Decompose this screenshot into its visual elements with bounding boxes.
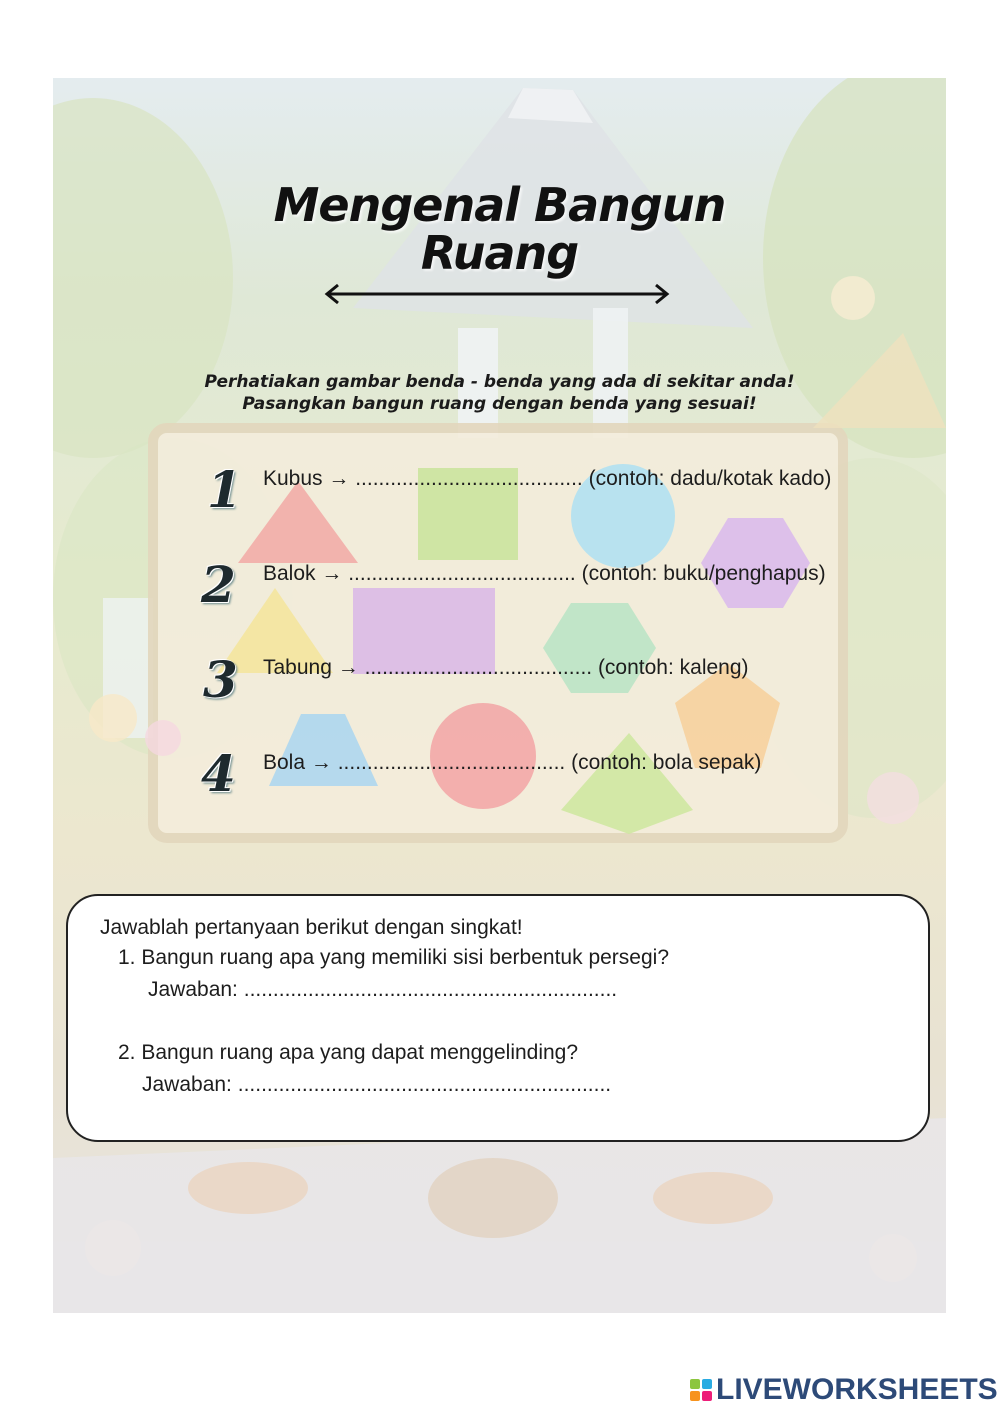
item-balok[interactable]: Balok → ....................................... (contoh: buku/penghapus) <box>263 562 826 585</box>
liveworksheets-logo <box>690 1372 998 1408</box>
liveworksheets-logo-text: LIVEWORKSHEETS <box>716 1373 998 1406</box>
item-number-4: 4 <box>201 744 236 803</box>
question-1: 1. Bangun ruang apa yang memiliki sisi berbentuk persegi? <box>118 946 669 969</box>
item-number-2: 2 <box>201 555 236 614</box>
question-box <box>66 894 930 1142</box>
instruction-line-1: Perhatiakan gambar benda - benda yang ada di sekitar anda! <box>204 372 795 392</box>
question-heading: Jawablah pertanyaan berikut dengan singkat! <box>100 916 523 939</box>
page-title-line-1: Mengenal Bangun <box>273 178 726 232</box>
pyramid-shape <box>561 733 693 834</box>
item-kubus[interactable]: Kubus → ....................................... (contoh: dadu/kotak kado) <box>263 467 832 490</box>
instruction-line-2: Pasangkan bangun ruang dengan benda yang sesuai! <box>242 394 757 414</box>
question-2: 2. Bangun ruang apa yang dapat menggelinding? <box>118 1041 579 1064</box>
double-arrow-icon <box>322 282 672 306</box>
answer-field-2[interactable]: Jawaban: ................................................................ <box>142 1073 612 1096</box>
triangle-shape <box>238 481 358 563</box>
page-title-line-2: Ruang <box>420 226 579 280</box>
item-bola[interactable]: Bola → ....................................... (contoh: bola sepak) <box>263 751 762 774</box>
item-number-3: 3 <box>203 650 238 709</box>
answer-field-1[interactable]: Jawaban: ................................................................ <box>148 978 618 1001</box>
item-tabung[interactable]: Tabung → ....................................... (contoh: kaleng) <box>263 656 749 679</box>
cone-frustum-shape <box>269 714 378 786</box>
liveworksheets-logo-icon <box>690 1379 712 1401</box>
item-number-1: 1 <box>207 460 242 519</box>
